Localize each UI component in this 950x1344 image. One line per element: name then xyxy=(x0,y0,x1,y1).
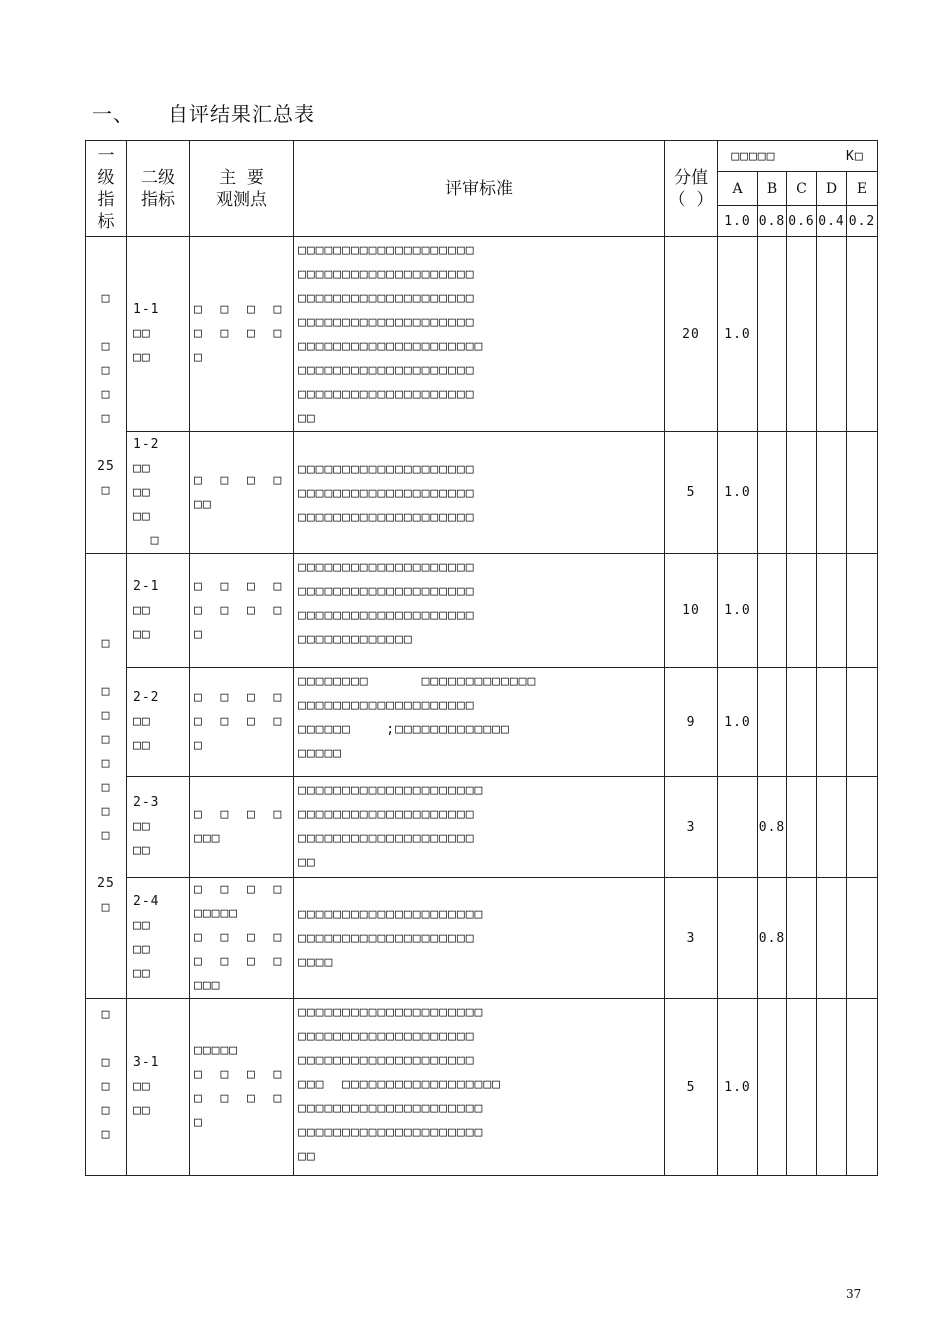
grade-c-cell xyxy=(787,999,817,1176)
observation-cell: □ □ □ □ □ □ □ □ □ xyxy=(190,237,294,432)
grade-c-cell xyxy=(787,668,817,777)
header-grade-title: □□□□□ K□ xyxy=(718,141,878,172)
grade-d-cell xyxy=(817,777,847,878)
page-number: 37 xyxy=(846,1287,862,1301)
grade-e-cell xyxy=(847,777,878,878)
grade-a-cell: 1.0 xyxy=(718,554,758,668)
observation-cell: □□□□□ □ □ □ □ □ □ □ □ □ xyxy=(190,999,294,1176)
grade-e-cell xyxy=(847,237,878,432)
level2-cell: 3-1 □□ □□ xyxy=(127,999,190,1176)
criteria-cell: □□□□□□□□□□□□□□□□□□□□ □□□□□□□□□□□□□□□□□□□□ □□□□□□□□□□□□□□□□□□□□ □□□□□□□□□□□□□ xyxy=(294,554,665,668)
level1-cell: □ □ □ □ □ 25 □ xyxy=(86,237,127,554)
grade-a-cell xyxy=(718,878,758,999)
score-cell: 3 xyxy=(665,878,718,999)
grade-a-cell: 1.0 xyxy=(718,668,758,777)
table-row xyxy=(86,999,878,1176)
grade-b-cell xyxy=(758,554,787,668)
header-observation: 主 要 观测点 xyxy=(190,141,294,237)
grade-e-cell xyxy=(847,554,878,668)
grade-e-cell xyxy=(847,999,878,1176)
grade-coef: 0.4 xyxy=(817,206,847,237)
grade-letter: A xyxy=(718,172,758,206)
score-cell: 9 xyxy=(665,668,718,777)
criteria-cell: □□□□□□□□□□□□□□□□□□□□□ □□□□□□□□□□□□□□□□□□□□ □□□□□□□□□□□□□□□□□□□□ □□ xyxy=(294,777,665,878)
grade-c-cell xyxy=(787,878,817,999)
level2-cell: 2-4 □□ □□ □□ xyxy=(127,878,190,999)
grade-c-cell xyxy=(787,237,817,432)
table-row xyxy=(86,432,878,554)
section-heading xyxy=(92,98,315,127)
grade-coef: 0.8 xyxy=(758,206,787,237)
table-row xyxy=(86,777,878,878)
level2-cell: 1-1 □□ □□ xyxy=(127,237,190,432)
score-cell: 20 xyxy=(665,237,718,432)
level2-cell: 2-3 □□ □□ xyxy=(127,777,190,878)
header-level1: 一 级 指 标 xyxy=(86,141,127,237)
section-number: 一、 xyxy=(92,102,134,126)
score-cell: 5 xyxy=(665,432,718,554)
criteria-cell: □□□□□□□□□□□□□□□□□□□□ □□□□□□□□□□□□□□□□□□□□ □□□□□□□□□□□□□□□□□□□□ xyxy=(294,432,665,554)
criteria-cell: □□□□□□□□ □□□□□□□□□□□□□ □□□□□□□□□□□□□□□□□□□□ □□□□□□ ;□□□□□□□□□□□□□ □□□□□ xyxy=(294,668,665,777)
grade-coef: 0.2 xyxy=(847,206,878,237)
score-cell: 10 xyxy=(665,554,718,668)
grade-c-cell xyxy=(787,432,817,554)
observation-cell: □ □ □ □ □ □ □ □ □ xyxy=(190,668,294,777)
criteria-cell: □□□□□□□□□□□□□□□□□□□□□ □□□□□□□□□□□□□□□□□□□□ □□□□□□□□□□□□□□□□□□□□ □□□ □□□□□□□□□□□□□□□□□□ □□□□□□□□□□□□□□□□□□□□□ □□□□□□□□□□□□□□□□□□□□□ □□ xyxy=(294,999,665,1176)
level2-cell: 2-1 □□ □□ xyxy=(127,554,190,668)
grade-letter: B xyxy=(758,172,787,206)
table-row xyxy=(86,237,878,432)
grade-d-cell xyxy=(817,432,847,554)
grade-c-cell xyxy=(787,554,817,668)
grade-e-cell xyxy=(847,668,878,777)
level2-cell: 2-2 □□ □□ xyxy=(127,668,190,777)
observation-cell: □ □ □ □ □□ xyxy=(190,432,294,554)
grade-b-cell xyxy=(758,432,787,554)
grade-b-cell xyxy=(758,237,787,432)
grade-c-cell xyxy=(787,777,817,878)
grade-letter: E xyxy=(847,172,878,206)
grade-a-cell xyxy=(718,777,758,878)
level2-cell: 1-2 □□ □□ □□ □ xyxy=(127,432,190,554)
grade-d-cell xyxy=(817,237,847,432)
grade-b-cell: 0.8 xyxy=(758,878,787,999)
table-row xyxy=(86,554,878,668)
grade-a-cell: 1.0 xyxy=(718,432,758,554)
grade-b-cell: 0.8 xyxy=(758,777,787,878)
header-criteria: 评审标准 xyxy=(294,141,665,237)
grade-coef: 0.6 xyxy=(787,206,817,237)
grade-a-cell: 1.0 xyxy=(718,237,758,432)
grade-coef: 1.0 xyxy=(718,206,758,237)
grade-d-cell xyxy=(817,878,847,999)
table-row xyxy=(86,668,878,777)
criteria-cell: □□□□□□□□□□□□□□□□□□□□□ □□□□□□□□□□□□□□□□□□□□ □□□□ xyxy=(294,878,665,999)
grade-d-cell xyxy=(817,668,847,777)
score-cell: 5 xyxy=(665,999,718,1176)
header-row xyxy=(86,141,878,172)
section-title: 自评结果汇总表 xyxy=(168,102,315,126)
table-row xyxy=(86,878,878,999)
criteria-cell: □□□□□□□□□□□□□□□□□□□□ □□□□□□□□□□□□□□□□□□□□ □□□□□□□□□□□□□□□□□□□□ □□□□□□□□□□□□□□□□□□□□ □□□□□□□□□□□□□□□□□□□□□ □□□□□□□□□□□□□□□□□□□□ □□□□□□□□□□□□□□□□□□□□ □□ xyxy=(294,237,665,432)
score-cell: 3 xyxy=(665,777,718,878)
level1-cell: □ □ □ □ □ □ □ □ 25 □ xyxy=(86,554,127,999)
level1-cell: □ □ □ □ □ xyxy=(86,999,127,1176)
grade-b-cell xyxy=(758,999,787,1176)
grade-d-cell xyxy=(817,999,847,1176)
self-evaluation-table xyxy=(85,140,878,1176)
grade-d-cell xyxy=(817,554,847,668)
observation-cell: □ □ □ □ □□□□□ □ □ □ □ □ □ □ □ □□□ xyxy=(190,878,294,999)
observation-cell: □ □ □ □ □ □ □ □ □ xyxy=(190,554,294,668)
grade-a-cell: 1.0 xyxy=(718,999,758,1176)
grade-letter: C xyxy=(787,172,817,206)
grade-b-cell xyxy=(758,668,787,777)
grade-e-cell xyxy=(847,878,878,999)
grade-e-cell xyxy=(847,432,878,554)
observation-cell: □ □ □ □ □□□ xyxy=(190,777,294,878)
header-score: 分值 （ ） xyxy=(665,141,718,237)
grade-letter: D xyxy=(817,172,847,206)
header-level2: 二级 指标 xyxy=(127,141,190,237)
